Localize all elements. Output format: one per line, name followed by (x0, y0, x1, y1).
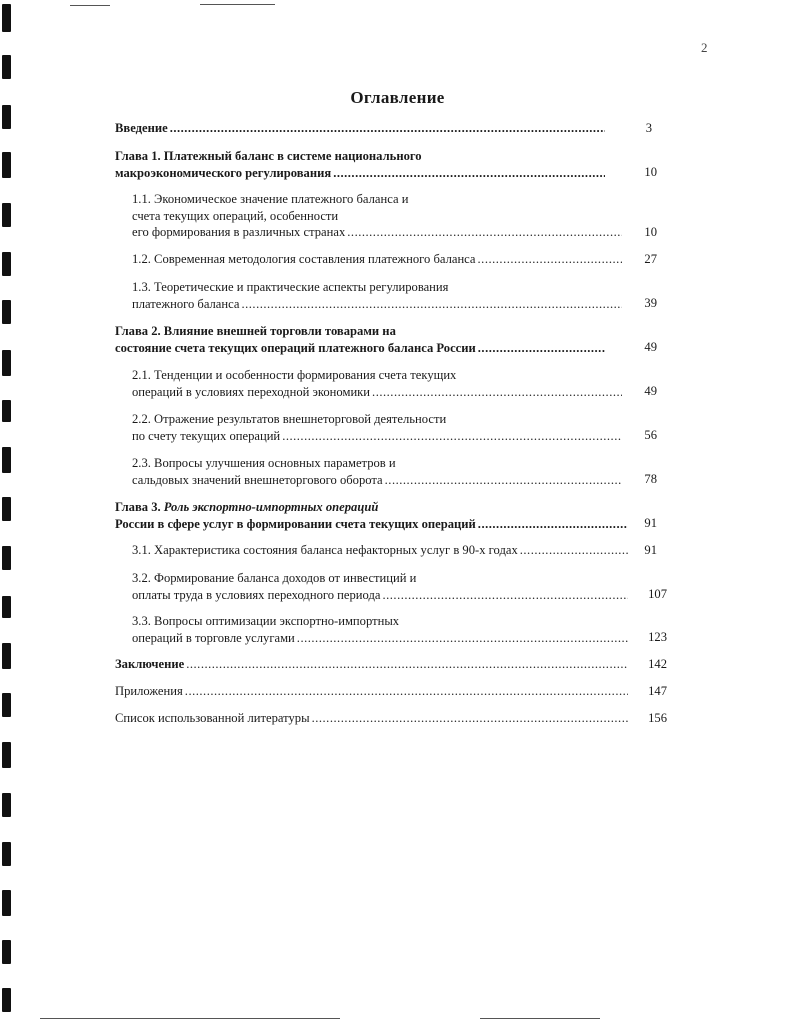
toc-section-3-1-line1: 3.1. Характеристика состояния баланса нефакторных услуг в 90-х годах (132, 543, 518, 557)
toc-section-1-2-line1: 1.2. Современная методология составления платежного баланса (132, 252, 476, 266)
toc-conclusion-page: 142 (648, 657, 667, 671)
toc-section-2-1-line2: операций в условиях переходной экономики (132, 384, 371, 399)
toc-chapter-2-line2: состояние счета текущих операций платежного баланса России (115, 340, 476, 355)
toc-references-label: Список использованной литературы (115, 711, 310, 725)
toc-section-1-3-page: 39 (644, 296, 657, 310)
toc-intro[interactable] (115, 120, 607, 137)
toc-appendix-page: 147 (648, 684, 667, 698)
toc-section-2-1[interactable] (132, 367, 624, 400)
toc-references[interactable] (115, 710, 630, 727)
toc-section-3-2-line1: 3.2. Формирование баланса доходов от инвестиций и (132, 571, 417, 585)
toc-conclusion[interactable] (115, 656, 630, 673)
toc-section-1-3[interactable] (132, 279, 624, 312)
toc-section-2-3-line2: сальдовых значений внешнеторгового оборота (132, 472, 383, 487)
page-title: Оглавление (350, 88, 445, 107)
toc-chapter-3-page: 91 (644, 516, 657, 530)
toc-section-3-1-page: 91 (644, 543, 657, 557)
toc-section-3-2-line2: оплаты труда в условиях переходного периода (132, 587, 381, 602)
toc-section-2-1-line1: 2.1. Тенденции и особенности формирования счета текущих (132, 368, 457, 382)
toc-chapter-3-line1-prefix: Глава 3. (115, 500, 164, 514)
toc-chapter-1-line1: Глава 1. Платежный баланс в системе национального (115, 149, 422, 163)
toc-section-2-3-page: 78 (644, 472, 657, 486)
toc-appendix[interactable] (115, 683, 630, 700)
toc-section-3-3-page: 123 (648, 630, 667, 644)
toc-chapter-1-page: 10 (644, 165, 657, 179)
toc-conclusion-label: Заключение (115, 657, 185, 671)
toc-section-2-1-page: 49 (644, 384, 657, 398)
toc-chapter-3-line1-title: Роль экспортно-импортных операций (163, 500, 379, 514)
toc-references-page: 156 (648, 711, 667, 725)
toc-section-1-1[interactable] (132, 191, 624, 241)
toc-section-2-2-line2: по счету текущих операций (132, 428, 281, 443)
toc-section-1-1-line3: его формирования в различных странах (132, 225, 346, 239)
page-number: 2 (701, 40, 708, 55)
toc-chapter-1[interactable] (115, 148, 607, 181)
toc-section-3-3-line2: операций в торговле услугами (132, 630, 295, 645)
toc-section-1-3-line2: платежного баланса (132, 296, 240, 311)
toc-chapter-2[interactable] (115, 323, 607, 356)
toc-section-2-2-page: 56 (644, 428, 657, 442)
toc-section-1-3-line1: 1.3. Теоретические и практические аспекты регулирования (132, 280, 449, 294)
toc-chapter-3-line2: России в сфере услуг в формировании счета текущих операций (115, 516, 476, 531)
toc-section-2-2-line1: 2.2. Отражение результатов внешнеторговой деятельности (132, 412, 447, 426)
toc-section-2-2[interactable] (132, 411, 624, 444)
toc-section-1-1-line1: 1.1. Экономическое значение платежного баланса и (132, 192, 409, 206)
toc-chapter-1-line2: макроэкономического регулирования (115, 165, 332, 180)
toc-section-3-3[interactable] (132, 613, 630, 646)
toc-intro-page: 3 (645, 121, 652, 135)
toc-section-1-2-page: 27 (644, 252, 657, 266)
toc-intro-label: Введение (115, 121, 168, 135)
toc-section-3-3-line1: 3.3. Вопросы оптимизации экспортно-импортных (132, 614, 400, 628)
toc-appendix-label: Приложения (115, 684, 183, 698)
toc-section-2-3[interactable] (132, 455, 624, 488)
toc-section-1-2[interactable] (132, 251, 624, 268)
toc-section-2-3-line1: 2.3. Вопросы улучшения основных параметров и (132, 456, 396, 470)
toc-section-3-1[interactable] (132, 542, 630, 559)
toc-section-3-2[interactable] (132, 570, 630, 603)
toc-chapter-2-line1: Глава 2. Влияние внешней торговли товарами на (115, 324, 396, 338)
toc-section-1-1-page: 10 (644, 225, 657, 239)
toc-section-3-2-page: 107 (648, 587, 667, 601)
toc-section-1-1-line2: счета текущих операций, особенности (132, 208, 339, 223)
toc-chapter-3[interactable] (115, 499, 630, 532)
toc-chapter-2-page: 49 (644, 340, 657, 354)
